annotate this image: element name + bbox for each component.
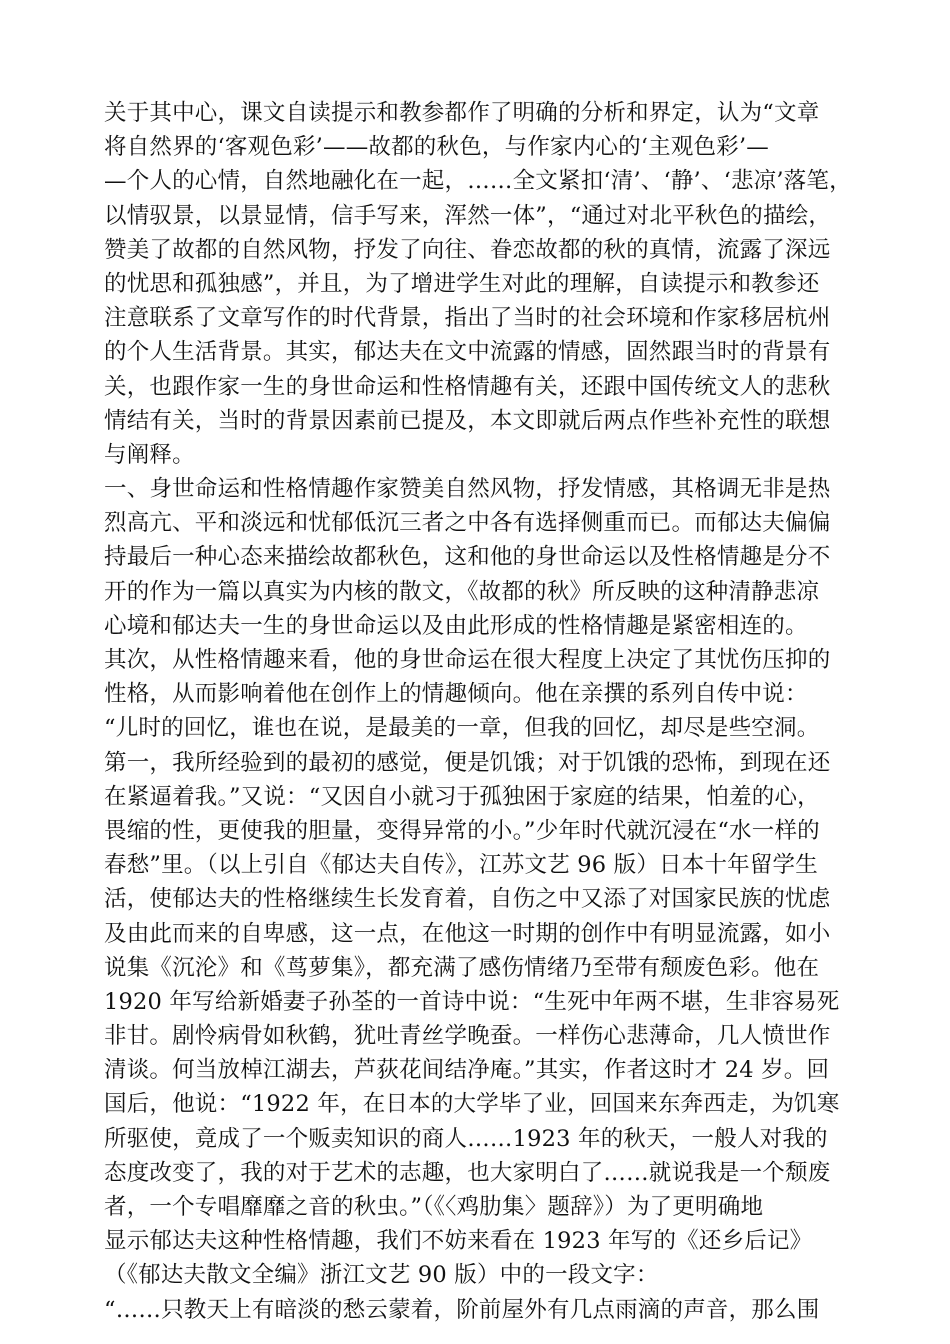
text-line: 烈高亢、平和淡远和忧郁低沉三者之中各有选择侧重而已。而郁达夫偏偏 <box>104 510 831 537</box>
text-line: 一、身世命运和性格情趣作家赞美自然风物，抒发情感，其格调无非是热 <box>104 476 831 503</box>
text-line: 国后，他说：“1922 年，在日本的大学毕了业，回国来东奔西走，为饥寒 <box>104 1091 840 1118</box>
body-text <box>104 96 856 1327</box>
text-line: 的忧思和孤独感”，并且，为了增进学生对此的理解，自读提示和教参还 <box>104 270 820 297</box>
text-line: 在紧逼着我。”又说：“又因自小就习于孤独困于家庭的结果，怕羞的心， <box>104 783 820 810</box>
text-line: 情结有关，当时的背景因素前已提及，本文即就后两点作些补充性的联想 <box>104 407 831 434</box>
text-line: 赞美了故都的自然风物，抒发了向往、眷恋故都的秋的真情，流露了深远 <box>104 236 831 263</box>
text-line: （《郁达夫散文全编》浙江文艺 90 版）中的一段文字： <box>104 1262 659 1289</box>
text-line: 1920 年写给新婚妻子孙荃的一首诗中说：“生死中年两不堪，生非容易死 <box>104 988 840 1015</box>
text-line: 及由此而来的自卑感，这一点，在他这一时期的创作中有明显流露，如小 <box>104 920 831 947</box>
text-line: 所驱使，竟成了一个贩卖知识的商人……1923 年的秋天，一般人对我的 <box>104 1125 828 1152</box>
text-line: 活，使郁达夫的性格继续生长发育着，自伤之中又添了对国家民族的忧虑 <box>104 886 831 913</box>
text-line: 关，也跟作家一生的身世命运和性格情趣有关，还跟中国传统文人的悲秋 <box>104 373 831 400</box>
text-line: 关于其中心，课文自读提示和教参都作了明确的分析和界定，认为“文章 <box>104 100 820 126</box>
text-line: 心境和郁达夫一生的身世命运以及由此形成的性格情趣是紧密相连的。 <box>104 612 808 639</box>
text-line: 春愁”里。（以上引自《郁达夫自传》，江苏文艺 96 版）日本十年留学生 <box>104 852 818 879</box>
text-line: 其次，从性格情趣来看，他的身世命运在很大程度上决定了其忧伤压抑的 <box>104 647 831 673</box>
text-line: 的个人生活背景。其实，郁达夫在文中流露的情感，固然跟当时的背景有 <box>104 339 831 366</box>
text-line: “儿时的回忆，谁也在说，是最美的一章，但我的回忆，却尽是些空洞。 <box>104 715 820 742</box>
text-line: 开的作为一篇以真实为内核的散文，《故都的秋》所反映的这种清静悲凉 <box>104 578 820 605</box>
text-line: 持最后一种心态来描绘故都秋色，这和他的身世命运以及性格情趣是分不 <box>104 544 831 571</box>
text-line: 显示郁达夫这种性格情趣，我们不妨来看在 1923 年写的《还乡后记》 <box>104 1228 813 1255</box>
text-line: 将自然界的‘客观色彩’——故都的秋色，与作家内心的‘主观色彩’— <box>104 134 770 161</box>
text-line: 以情驭景，以景显情，信手写来，浑然一体”，“通过对北平秋色的描绘， <box>104 202 832 229</box>
text-line: 非甘。剧怜病骨如秋鹤，犹吐青丝学晚蚕。一样伤心悲薄命，几人愤世作 <box>104 1023 831 1050</box>
text-line: 者，一个专唱靡靡之音的秋虫。”（《〈鸡肋集〉题辞》）为了更明确地 <box>104 1194 764 1220</box>
text-line: 态度改变了，我的对于艺术的志趣，也大家明白了……就说我是一个颓废 <box>104 1159 831 1186</box>
text-line: “……只教天上有暗淡的愁云蒙着，阶前屋外有几点雨滴的声音，那么围 <box>104 1296 820 1323</box>
text-line: 与阐释。 <box>104 441 195 468</box>
text-line: 第一，我所经验到的最初的感觉，便是饥饿；对于饥饿的恐怖，到现在还 <box>104 749 831 776</box>
text-line: 说集《沉沦》和《茑萝集》，都充满了感伤情绪乃至带有颓废色彩。他在 <box>104 954 820 981</box>
text-line: 畏缩的性，更使我的胆量，变得异常的小。”少年时代就沉浸在“水一样的 <box>104 817 820 844</box>
text-line: 性格，从而影响着他在创作上的情趣倾向。他在亲撰的系列自传中说： <box>104 681 808 708</box>
text-line: 注意联系了文章写作的时代背景，指出了当时的社会环境和作家移居杭州 <box>104 305 831 332</box>
text-line: —个人的心情，自然地融化在一起，……全文紧扣‘清’、‘静’、‘悲凉’落笔， <box>104 168 852 195</box>
text-line: 清谈。何当放棹江湖去，芦荻花间结净庵。”其实，作者这时才 24 岁。回 <box>104 1057 830 1084</box>
